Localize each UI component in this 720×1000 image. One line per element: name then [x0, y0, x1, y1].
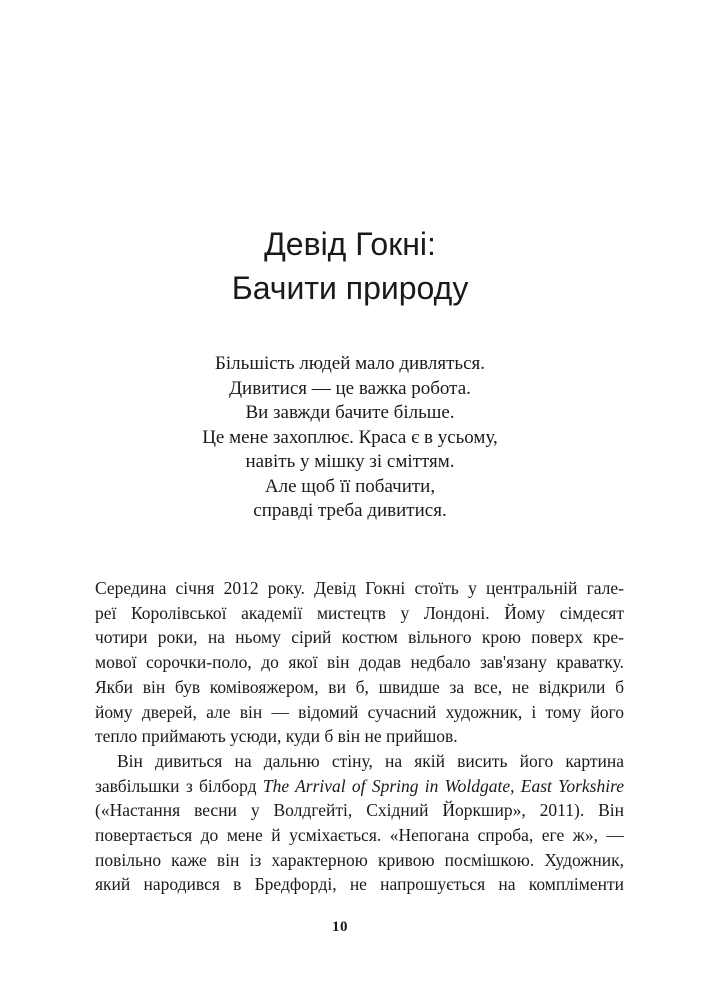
- epigraph-line: Ви завжди бачите більше.: [245, 402, 455, 423]
- text-line: повертається до мене й усміхається. «Непогана спроба, еге ж», —: [95, 825, 624, 846]
- epigraph-line: навіть у мішку зі сміттям.: [245, 451, 455, 472]
- paragraph-1: [95, 576, 624, 749]
- text-line: реї Королівської академії мистецтв у Лондоні. Йому сімдесят: [95, 602, 624, 623]
- chapter-title: [0, 222, 700, 310]
- text-line: Середина січня 2012 року. Девід Гокні стоїть у центральній гале-: [95, 578, 624, 598]
- text-line: Він дивиться на дальню стіну, на якій висить його картина: [117, 750, 624, 771]
- chapter-title-line-2: Бачити природу: [231, 270, 469, 306]
- epigraph-quote: [0, 352, 700, 524]
- epigraph-line: Більшість людей мало дивляться.: [214, 353, 486, 374]
- chapter-title-line-1: Девід Гокні:: [264, 226, 436, 262]
- text-line: йому дверей, але він — відомий сучасний художник, і тому його: [95, 701, 624, 722]
- epigraph-line: Але щоб її побачити,: [264, 475, 436, 497]
- text-line: [95, 774, 624, 799]
- text-line: чотири роки, на ньому сірий костюм вільного крою поверх кре-: [95, 627, 624, 648]
- text-line: повільно каже він із характерною кривою посмішкою. Художник,: [95, 849, 624, 870]
- epigraph-line: Це мене захоплює. Краса є в усьому,: [202, 426, 498, 448]
- paragraph-2: [95, 749, 624, 897]
- text-line: тепло приймають усюди, куди б він не прийшов.: [95, 726, 458, 747]
- artwork-title-italic: The Arrival of Spring in Woldgate, East Yorkshire: [262, 775, 624, 796]
- body-text: [95, 576, 624, 897]
- text-fragment: завбільшки з білборд: [95, 775, 263, 796]
- text-line: («Настання весни у Волдгейті, Східний Йоркшир», 2011). Він: [95, 800, 624, 821]
- epigraph-line: Дивитися — це важка робота.: [229, 377, 471, 399]
- text-line: мової сорочки-поло, до якої він додав недбало зав'язану краватку.: [95, 652, 624, 673]
- text-line: який народився в Бредфорді, не напрошується на компліменти: [95, 874, 624, 895]
- text-line: Якби він був комівояжером, ви б, швидше за все, не відкрили б: [95, 676, 624, 697]
- page-number: 10: [332, 919, 348, 935]
- epigraph-line: справді треба дивитися.: [253, 500, 447, 521]
